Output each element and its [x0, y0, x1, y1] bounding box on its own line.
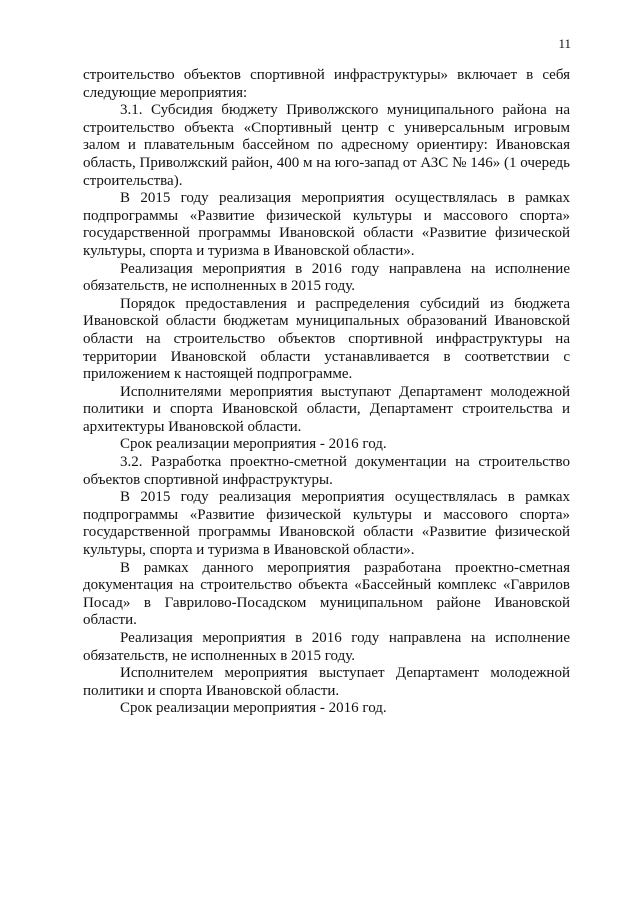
paragraph-measure-3-2: 3.2. Разработка проектно-сметной документации на строительство объектов спортивной инфраструктуры. — [83, 454, 570, 488]
paragraph-design-documentation: В рамках данного мероприятия разработана проектно-сметная документация на строительство объекта «Бассейный комплекс «Гаврилов Посад» в Гаврилово-Посадском муниципальном районе Ивановской области. — [83, 559, 570, 629]
paragraph-term-2: Срок реализации мероприятия - 2016 год. — [120, 700, 387, 717]
paragraph-term: Срок реализации мероприятия - 2016 год. — [120, 436, 387, 453]
paragraph-2016-obligations-2: Реализация мероприятия в 2016 году направлена на исполнение обязательств, не исполненных в 2015 году. — [83, 630, 570, 664]
paragraph-executor: Исполнителем мероприятия выступает Департамент молодежной политики и спорта Ивановской области. — [83, 665, 570, 699]
paragraph-intro-continuation: строительство объектов спортивной инфраструктуры» включает в себя следующие мероприятия: — [83, 67, 570, 101]
paragraph-2016-obligations: Реализация мероприятия в 2016 году направлена на исполнение обязательств, не исполненных в 2015 году. — [83, 260, 570, 295]
paragraph-measure-3-1: 3.1. Субсидия бюджету Приволжского муниципального района на строительство объекта «Спортивный центр с универсальным игровым залом и плавательным бассейном по адресному ориентиру: Ивановская область, Приволжский район, 400 м на юго-запад от АЗС № 146» (1 очередь строительства). — [83, 102, 570, 189]
paragraph-executors: Исполнителями мероприятия выступают Департамент молодежной политики и спорта Ивановской области, Департамент строительства и архитектуры Ивановской области. — [83, 383, 570, 435]
paragraph-subsidy-procedure: Порядок предоставления и распределения субсидий из бюджета Ивановской области бюджетам муниципальных образований Ивановской области на строительство объектов спортивной инфраструктуры на территории Ивановской области устанавливается в соответствии с приложением к настоящей подпрограмме. — [83, 295, 570, 383]
paragraph-2015-implementation: В 2015 году реализация мероприятия осуществлялась в рамках подпрограммы «Развитие физической культуры и массового спорта» государственной программы Ивановской области «Развитие физической культуры, спорта и туризма в Ивановской области». — [83, 190, 570, 259]
page-number: 11 — [558, 36, 571, 51]
paragraph-2015-implementation-2: В 2015 году реализация мероприятия осуществлялась в рамках подпрограммы «Развитие физической культуры и массового спорта» государственной программы Ивановской области «Развитие физической культуры, спорта и туризма в Ивановской области». — [83, 489, 570, 559]
document-body — [83, 67, 570, 718]
